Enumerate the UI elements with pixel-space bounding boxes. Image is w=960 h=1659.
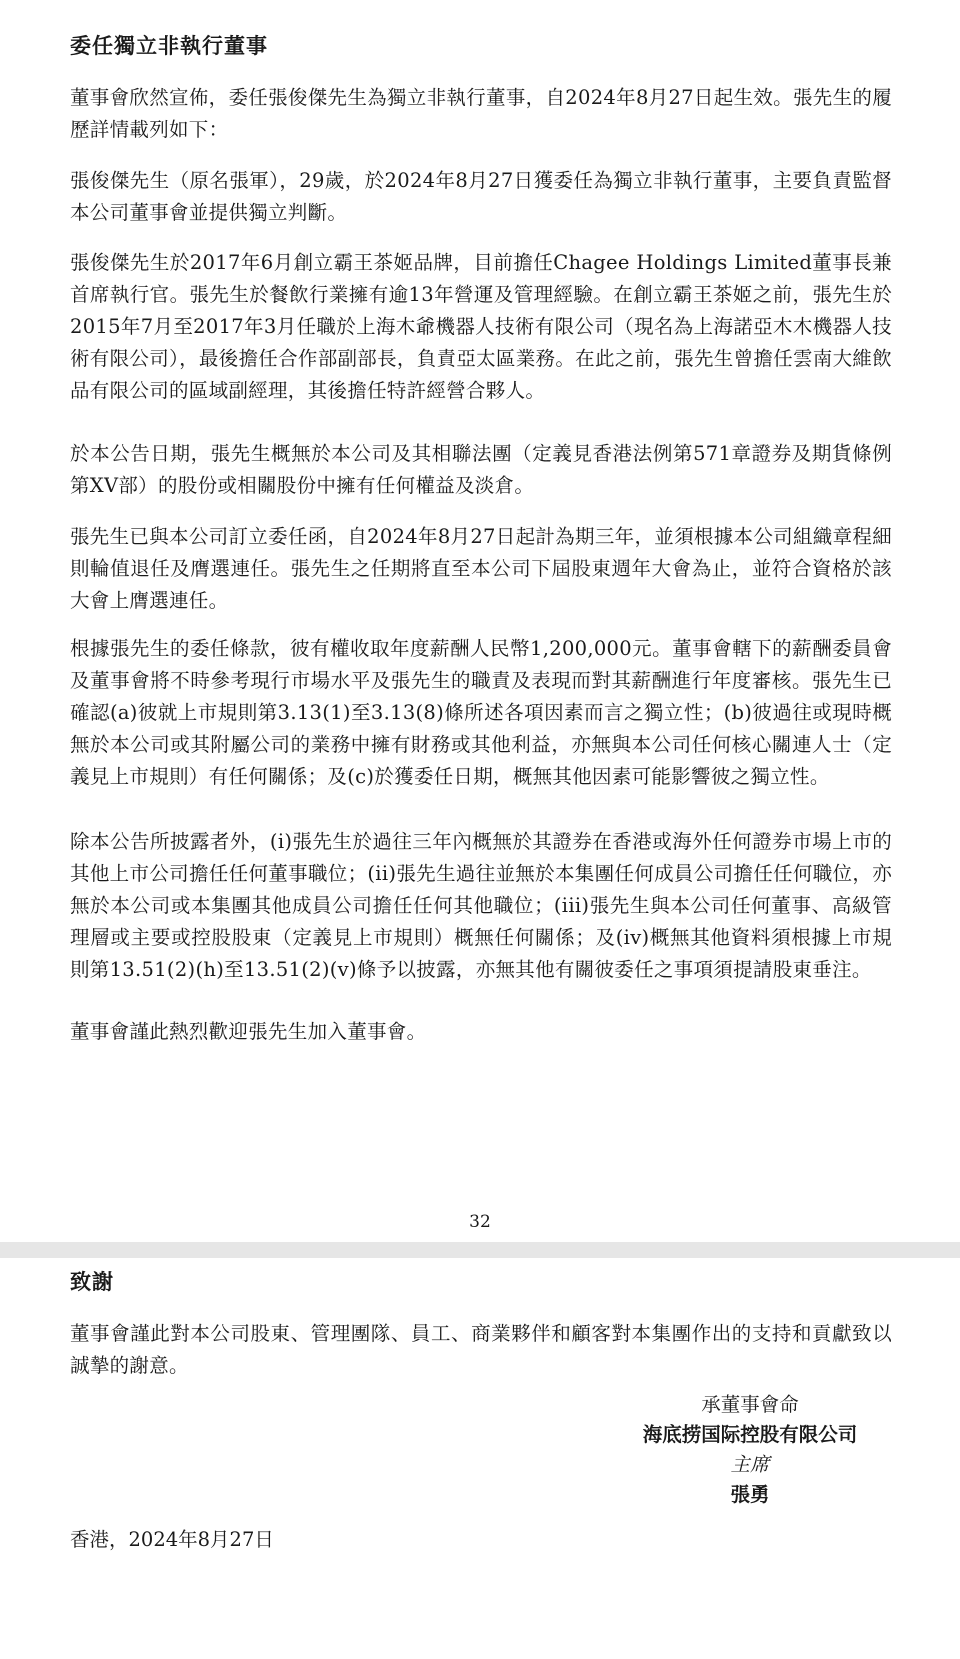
paragraph-interests: 於本公告日期，張先生概無於本公司及其相聯法團（定義見香港法例第571章證券及期貨條例第XV部）的股份或相關股份中擁有任何權益及淡倉。 [70, 442, 892, 497]
paragraph-biography: 張俊傑先生於2017年6月創立霸王茶姬品牌，目前擔任Chagee Holdings Limited董事長兼首席執行官。張先生於餐飲行業擁有逾13年營運及管理經驗。在創立霸王茶姬之前，張先生於2015年7月至2017年3月任職於上海木爺機器人技術有限公司（現名為上海諾亞木木機器人技術有限公司），最後擔任合作部副部長，負責亞太區業務。在此之前，張先生曾擔任雲南大維飲品有限公司的區域副經理，其後擔任特許經營合夥人。 [70, 251, 892, 402]
company-name: 海底捞国际控股有限公司 [642, 1423, 858, 1446]
signatory-name: 張勇 [730, 1483, 770, 1506]
paragraph-welcome: 董事會謹此熱烈歡迎張先生加入董事會。 [70, 1020, 427, 1043]
paragraph-disclosure: 除本公告所披露者外，(i)張先生於過往三年內概無於其證券在香港或海外任何證券市場上市的其他上市公司擔任任何董事職位；(ii)張先生過往並無於本集團任何成員公司擔任任何職位，亦無於本公司或本集團其他成員公司擔任任何其他職位；(iii)張先生與本公司任何董事、高級管理層或主要或控股股東（定義見上市規則）概無任何關係；及(iv)概無其他資料須根據上市規則第13.51(2)(h)至13.51(2)(v)條予以披露，亦無其他有關彼委任之事項須提請股東垂注。 [70, 830, 892, 981]
by-order-line: 承董事會命 [701, 1393, 799, 1416]
document-date: 香港，2024年8月27日 [70, 1528, 274, 1551]
paragraph-appointment: 張俊傑先生（原名張軍），29歲，於2024年8月27日獲委任為獨立非執行董事，主要負責監督本公司董事會並提供獨立判斷。 [70, 169, 892, 224]
paragraph-term: 張先生已與本公司訂立委任函，自2024年8月27日起計為期三年，並須根據本公司組織章程細則輪值退任及膺選連任。張先生之任期將直至本公司下屆股東週年大會為止，並符合資格於該大會上膺選連任。 [70, 525, 892, 612]
signatory-title: 主席 [730, 1453, 770, 1476]
document-page-2 [0, 1258, 960, 1659]
page-number: 32 [469, 1212, 491, 1232]
section-heading: 致謝 [70, 1270, 114, 1294]
paragraph-remuneration: 根據張先生的委任條款，彼有權收取年度薪酬人民幣1,200,000元。董事會轄下的薪酬委員會及董事會將不時參考現行市場水平及張先生的職責及表現而對其薪酬進行年度審核。張先生已確認(a)彼就上市規則第3.13(1)至3.13(8)條所述各項因素而言之獨立性；(b)彼過往或現時概無於本公司或其附屬公司的業務中擁有財務或其他利益，亦無與本公司任何核心關連人士（定義見上市規則）有任何關係；及(c)於獲委任日期，概無其他因素可能影響彼之獨立性。 [70, 637, 892, 788]
signature-block [600, 1390, 900, 1510]
section-heading: 委任獨立非執行董事 [70, 34, 268, 58]
paragraph-announcement: 董事會欣然宣佈，委任張俊傑先生為獨立非執行董事，自2024年8月27日起生效。張先生的履歷詳情載列如下： [70, 86, 892, 141]
paragraph-acknowledgement: 董事會謹此對本公司股東、管理團隊、員工、商業夥伴和顧客對本集團作出的支持和貢獻致以誠摯的謝意。 [70, 1322, 892, 1377]
